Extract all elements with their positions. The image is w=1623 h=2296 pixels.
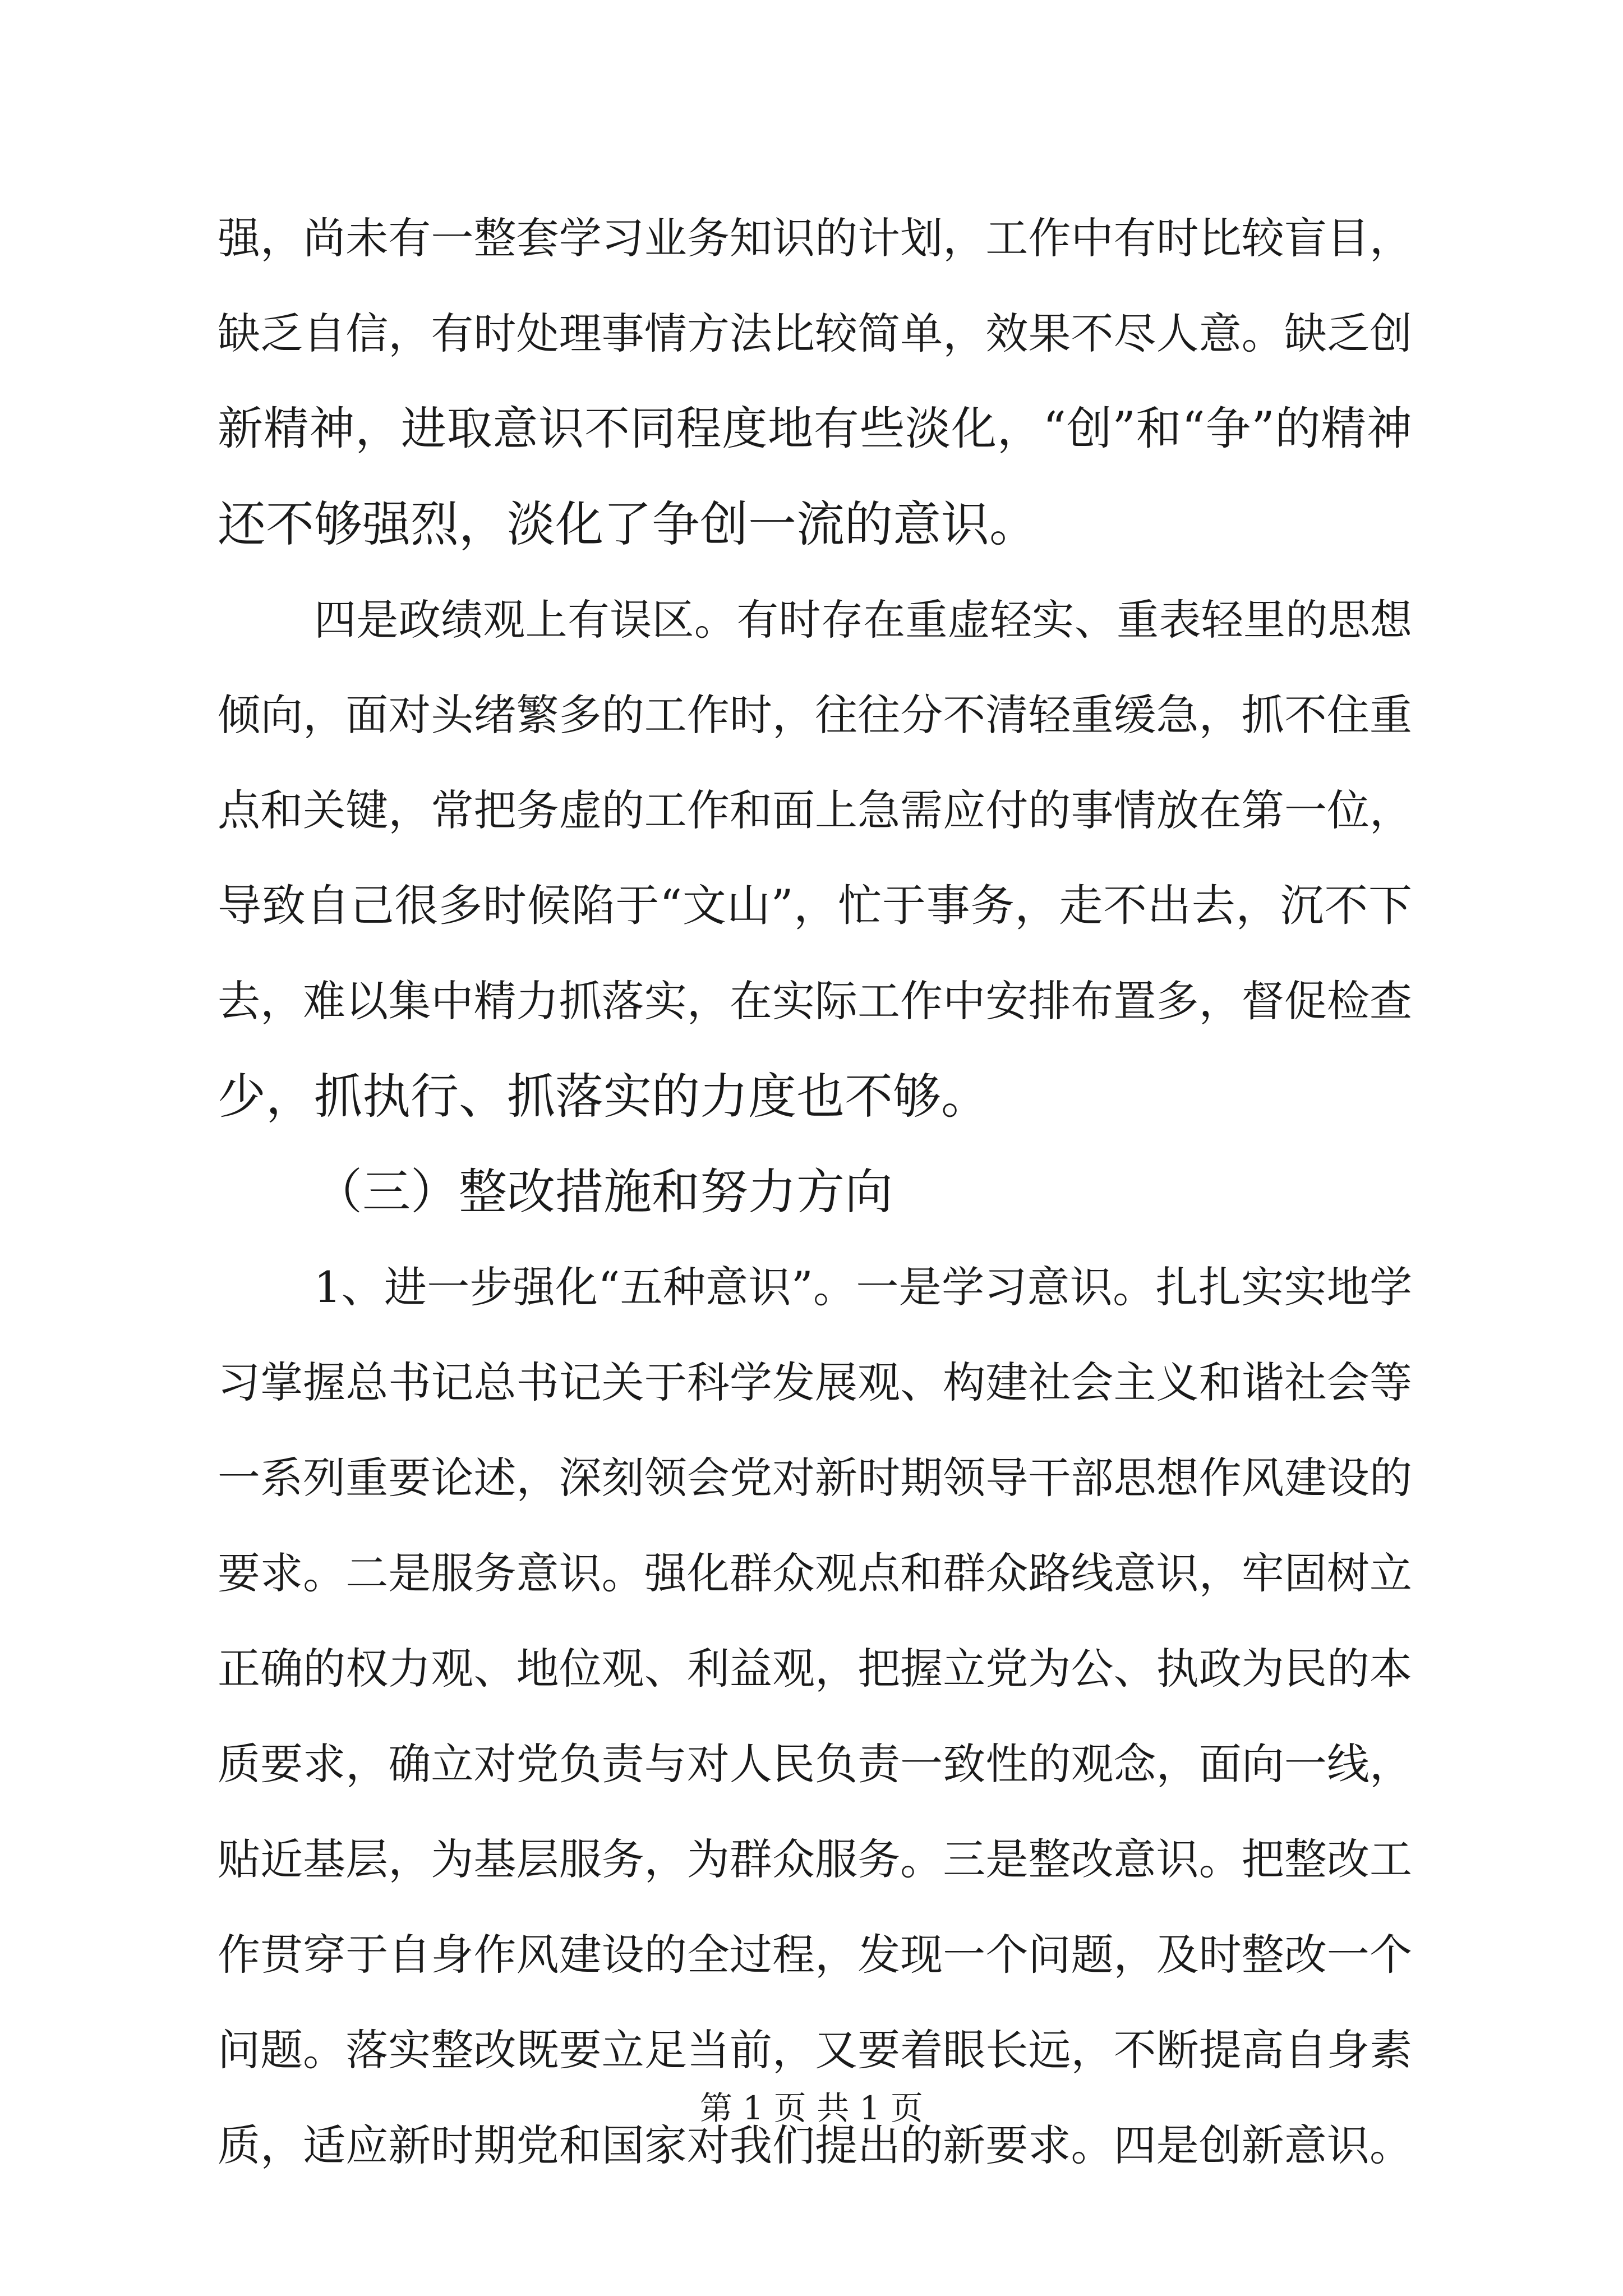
page-footer: 第 1 页 共 1 页 bbox=[700, 2089, 923, 2127]
text-line: 少，抓执行、抓落实的力度也不够。 bbox=[218, 1069, 989, 1125]
text-line: 四是政绩观上有误区。有时存在重虚轻实、重表轻里的思想 bbox=[314, 595, 1412, 645]
document-body bbox=[218, 191, 1412, 2193]
text-line: 贴近基层，为基层服务，为群众服务。三是整改意识。把整改工 bbox=[218, 1834, 1412, 1884]
text-line: 正确的权力观、地位观、利益观，把握立党为公、执政为民的本 bbox=[218, 1644, 1412, 1694]
text-line: 新精神，进取意识不同程度地有些淡化，“创”和“争”的精神 bbox=[218, 403, 1412, 455]
text-line: 缺乏自信，有时处理事情方法比较简单，效果不尽人意。缺乏创 bbox=[218, 309, 1412, 358]
text-line: 作贯穿于自身作风建设的全过程，发现一个问题，及时整改一个 bbox=[218, 1930, 1412, 1980]
text-line: 1、进一步强化“五种意识”。一是学习意识。扎扎实实地学 bbox=[314, 1262, 1412, 1312]
text-line: 倾向，面对头绪繁多的工作时，往往分不清轻重缓急，抓不住重 bbox=[218, 690, 1412, 740]
text-line: 质，适应新时期党和国家对我们提出的新要求。四是创新意识。 bbox=[218, 2120, 1412, 2170]
text-line: 强，尚未有一整套学习业务知识的计划，工作中有时比较盲目， bbox=[218, 213, 1412, 263]
text-line: 要求。二是服务意识。强化群众观点和群众路线意识，牢固树立 bbox=[218, 1548, 1412, 1598]
text-line: 去，难以集中精力抓落实，在实际工作中安排布置多，督促检查 bbox=[218, 976, 1412, 1026]
text-line: 还不够强烈，淡化了争创一流的意识。 bbox=[218, 496, 1038, 553]
text-line: 质要求，确立对党负责与对人民负责一致性的观念，面向一线， bbox=[218, 1739, 1412, 1789]
text-line: 一系列重要论述，深刻领会党对新时期领导干部思想作风建设的 bbox=[218, 1453, 1412, 1503]
text-line: （三）整改措施和努力方向 bbox=[314, 1164, 893, 1220]
text-line: 点和关键，常把务虚的工作和面上急需应付的事情放在第一位， bbox=[218, 785, 1412, 835]
text-line: 导致自己很多时候陷于“文山”，忙于事务，走不出去，沉不下 bbox=[218, 881, 1412, 931]
text-line: 问题。落实整改既要立足当前，又要着眼长远，不断提高自身素 bbox=[218, 2025, 1412, 2075]
text-line: 习掌握总书记总书记关于科学发展观、构建社会主义和谐社会等 bbox=[218, 1358, 1412, 1407]
